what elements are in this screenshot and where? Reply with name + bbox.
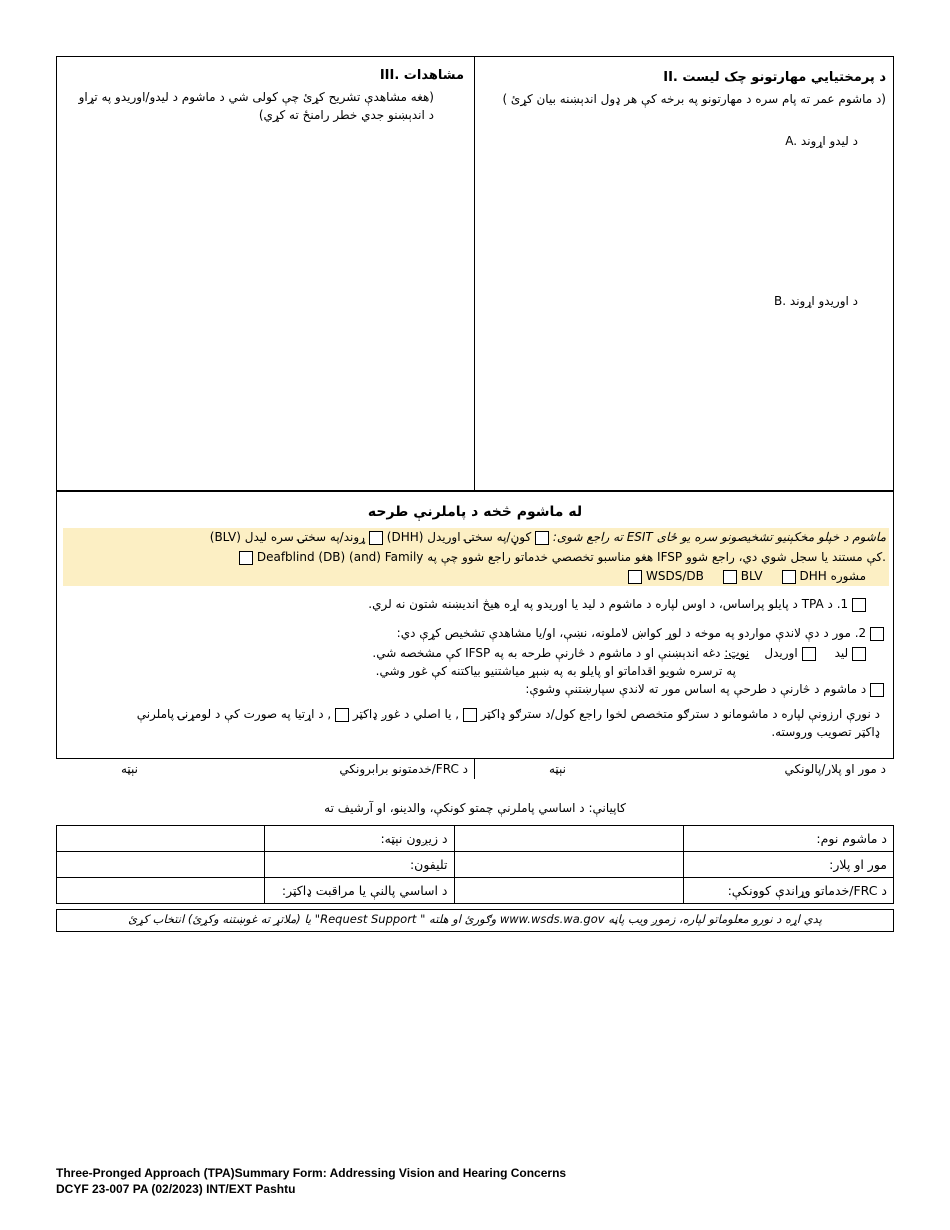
frc-provider-label: د FRC/خدماتو وړاندې کوونکې: [684,878,894,904]
footer-form-title: Three-Pronged Approach (TPA)Summary Form: Addressing Vision and Hearing Concerns [56,1166,567,1180]
item-a-text: د لیدو اړوند [800,134,858,148]
opt-wsds-label: WSDS/DB [645,569,704,583]
frc-provider-value[interactable] [454,878,684,904]
primary-care-label: د اساسي پالنې یا مراقبت ډاکټر: [264,878,454,904]
section-ii-description: (د ماشوم عمر ته پام سره د مهارتونو په برخه کې هر ډول اندېښنه بیان کړئ ) [502,92,886,106]
footer-form-code: DCYF 23-007 PA (02/2023) INT/EXT Pashtu [56,1182,296,1196]
item-2-subline [70,646,866,661]
phone-value[interactable] [57,852,265,878]
esit-blv-label: ړوند/په سختۍ سره لیدل (BLV) [209,530,366,544]
item-1-text: 1. د TPA د پایلو پراساس، د اوس لپاره د ماشوم د لید یا اوریدو په اړه هیڅ اندیښنه شتون نه لري. [368,597,849,611]
item-3-text: د ماشوم د څارنې د طرحې په اساس مور ته لاندې سپارښتنې وشوې: [525,682,867,696]
item-4-continuation: ډاکټر تصویب وروسته. [771,725,880,739]
child-name-label: د ماشوم نوم: [684,826,894,852]
copies-line: کاپیانې: د اساسي پاملرنې چمتو کونکې، والدینو، او آرشیف ته [324,801,626,815]
frc-date-label: نېټه [120,762,138,776]
opt-blv-label: BLV [740,569,763,583]
esit-referral-line [70,530,886,545]
birth-date-label: د زیږون نېټه: [264,826,454,852]
item-2-line [70,626,884,641]
ophthalmologist-checkbox[interactable] [463,708,477,722]
risk-factors-checkbox[interactable] [870,627,884,641]
table-row [57,826,894,852]
wsds-checkbox[interactable] [628,570,642,584]
opt-dhh-label: DHH مشوره [799,569,866,583]
item-4-text: د نورې ارزونې لپاره د ماشومانو د سترګو متخصص لخوا راجع کول/د سترګو ډاکټر [480,707,880,721]
section-iii-num: III. [379,68,400,83]
table-row [57,852,894,878]
child-name-value[interactable] [454,826,684,852]
primary-care-value[interactable] [57,878,265,904]
recommendation-checkbox[interactable] [870,683,884,697]
section-ii-num: II. [663,70,678,85]
care-plan-title: له ماشوم څخه د پاملرنې طرحه [367,504,583,520]
dhh-consult-checkbox[interactable] [782,570,796,584]
item-2-sight: لید [834,646,849,660]
section-ii-item-b [600,294,858,308]
item-4-line [70,707,880,722]
support-text: پدې اړه د نورو معلوماتو لپاره، زموږ ویب پاڼه www.wsds.wa.gov وګورئ او هلته " Request Support" یا (ملاتړ ته غوښتنه وکړئ) انتخاب کړئ [128,912,822,926]
item-2-text: 2. مور د دې لاندې مواردو په موخه د لوړ کواښ لاملونه، نښې، او/یا مشاهدې تشخیص کړې دي: [396,626,867,640]
frc-signature-label: د FRC/خدمتونو برابرونکي [339,762,468,776]
referral-options-line [70,569,866,584]
item-3-line [70,682,884,697]
section-iii-title: مشاهدات [403,68,464,83]
hearing-checkbox[interactable] [802,647,816,661]
section-ii-heading [490,70,886,85]
birth-date-value[interactable] [57,826,265,852]
item-b-text: د اوریدو اړوند [789,294,858,308]
parents-label: مور او پلار: [684,852,894,878]
deafblind-text: Deafblind (DB) (and) Family هغو مناسبو تخصصي خدماتو راجع شوو چې په IFSP کې مستند یا سجل شوي دي، راجع شوو. [256,550,886,564]
phone-label: تلیفون: [264,852,454,878]
section-ii-item-a [600,134,858,148]
item-a-label: A. [785,134,798,148]
item-b-label: B. [774,294,787,308]
deafblind-checkbox[interactable] [239,551,253,565]
esit-prefix: ماشوم د خپلو مخکېنیو تشخیصونو سره یو ځای ESIT ته راجع شوی: [552,530,886,544]
blv-consult-checkbox[interactable] [723,570,737,584]
signature-divider [474,759,475,779]
parent-signature-label: د مور او پلار/پالونکي [784,762,886,776]
section-iii-heading [70,68,464,83]
column-divider [474,56,475,491]
parents-value[interactable] [454,852,684,878]
item-4-c: , د اړتیا په صورت کې د لومړنۍ پاملرنې [136,707,332,721]
deafblind-line [70,550,886,565]
note-label: نوټ: [724,646,750,660]
ent-doctor-checkbox[interactable] [335,708,349,722]
item-2-note2-line: په ترسره شویو اقداماتو او پایلو به په ښېړ میاشتنیو بیاکتنه کې غور وشي. [375,664,736,678]
esit-dhh-label: کوڼ/په سختۍ اوریدل (DHH) [386,530,532,544]
table-row [57,878,894,904]
no-concern-checkbox[interactable] [852,598,866,612]
section-ii-title: د پرمختیایي مهارتونو چک لیست [682,70,886,85]
item-4-b: , یا اصلي د غوږ ډاکټر [352,707,460,721]
sight-checkbox[interactable] [852,647,866,661]
item-2-hearing: اوریدل [764,646,798,660]
item-1-line [70,597,866,612]
parent-date-label: نېټه [548,762,566,776]
blv-checkbox[interactable] [369,531,383,545]
item-2-note: دغه اندېښنې او د ماشوم د څارنې طرحه به په IFSP کې مشخصه شي. [372,646,721,660]
section-iii-description: (هغه مشاهدې تشریح کړئ چې کولی شي د ماشوم د لیدو/اوریدو په تړاو د اندېښنو جدي خطر رامنځ ته کړي) [78,90,434,122]
info-table [56,825,894,904]
dhh-checkbox[interactable] [535,531,549,545]
